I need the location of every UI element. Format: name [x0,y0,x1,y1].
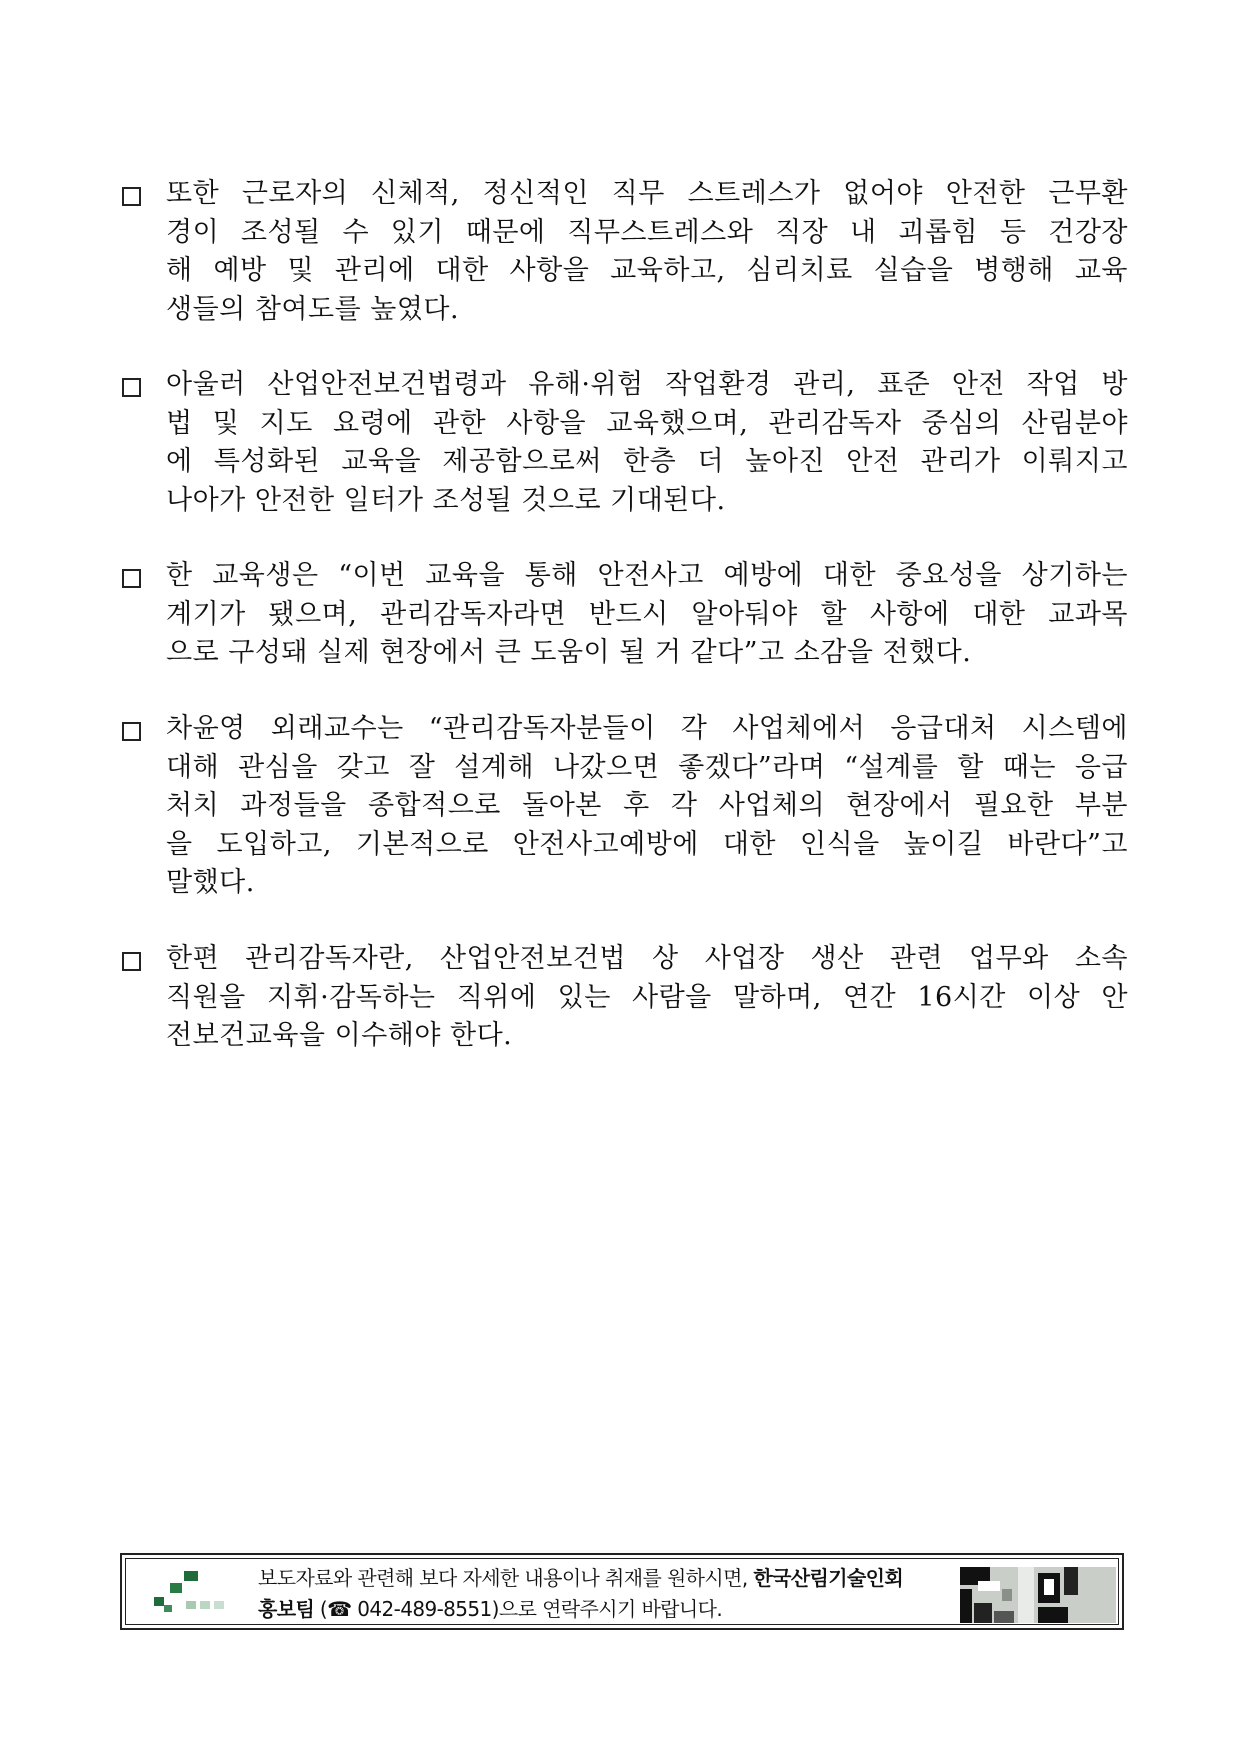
checkbox-bullet-icon [122,952,141,971]
text-line: 으로 구성돼 실제 현장에서 큰 도움이 될 거 같다”고 소감을 전했다. [166,637,972,668]
text-line: 처치 과정들을 종합적으로 돌아본 후 각 사업체의 현장에서 필요한 부분 [166,790,1128,821]
paragraph-5 [122,940,1128,1056]
text-line: 말했다. [166,867,255,898]
phone-number: (☎ 042-489-8551) [314,1597,499,1621]
checkbox-bullet-icon [122,722,141,741]
press-contact-footer [120,1553,1124,1630]
organization-name: 한국산림기술인회 [753,1566,904,1590]
organization-logo-icon [154,1571,234,1613]
contact-text [258,1563,903,1625]
paragraph-2 [122,366,1128,520]
text-line: 나아가 안전한 일터가 조성될 것으로 기대된다. [166,484,726,516]
qr-code-icon [960,1567,1116,1623]
text-line: 대해 관심을 갖고 잘 설계해 나갔으면 좋겠다”라며 “설계를 할 때는 응급 [166,751,1128,783]
checkbox-bullet-icon [122,378,141,397]
text-line: 한 교육생은 “이번 교육을 통해 안전사고 예방에 대한 중요성을 상기하는 [166,560,1128,591]
checkbox-bullet-icon [122,569,141,588]
team-name: 홍보팀 [258,1597,315,1621]
text-line: 법 및 지도 요령에 관한 사항을 교육했으며, 관리감독자 중심의 산림분야 [166,407,1128,439]
paragraph-1 [122,175,1128,329]
text-line: 또한 근로자의 신체적, 정신적인 직무 스트레스가 없어야 안전한 근무환 [166,178,1128,209]
text-line: 계기가 됐으며, 관리감독자라면 반드시 알아둬야 할 사항에 대한 교과목 [166,598,1128,630]
text-line: 전보건교육을 이수해야 한다. [166,1020,513,1051]
contact-line-2: 홍보팀 (☎ 042-489-8551)으로 연락주시기 바랍니다. [258,1597,723,1621]
text-line: 경이 조성될 수 있기 때문에 직무스트레스와 직장 내 괴롭힘 등 건강장 [166,216,1128,248]
text-line: 해 예방 및 관리에 대한 사항을 교육하고, 심리치료 실습을 병행해 교육 [166,255,1128,286]
text-line: 차윤영 외래교수는 “관리감독자분들이 각 사업체에서 응급대처 시스템에 [166,713,1128,744]
text-line: 생들의 참여도를 높였다. [166,293,460,325]
text-line: 한편 관리감독자란, 산업안전보건법 상 사업장 생산 관련 업무와 소속 [166,943,1128,974]
paragraph-4 [122,710,1128,903]
checkbox-bullet-icon [122,187,141,206]
contact-line-1: 보도자료와 관련해 보다 자세한 내용이나 취재를 원하시면, 한국산림기술인회 [258,1566,904,1590]
text-line: 아울러 산업안전보건법령과 유해·위험 작업환경 관리, 표준 안전 작업 방 [166,369,1128,400]
text-line: 을 도입하고, 기본적으로 안전사고예방에 대한 인식을 높이길 바란다”고 [166,828,1128,860]
text-line: 직원을 지휘·감독하는 직위에 있는 사람을 말하며, 연간 16시간 이상 안 [166,981,1128,1013]
paragraph-3 [122,557,1128,673]
text-line: 에 특성화된 교육을 제공함으로써 한층 더 높아진 안전 관리가 이뤄지고 [166,446,1128,477]
